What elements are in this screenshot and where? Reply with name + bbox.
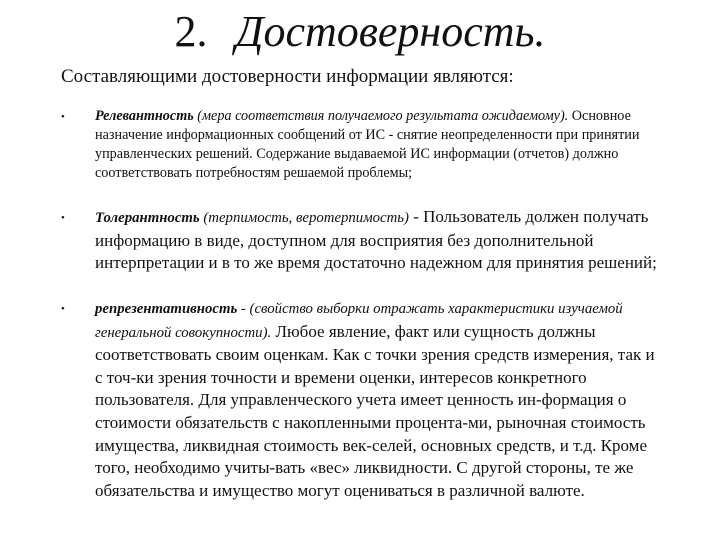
- slide-title: [0, 6, 720, 58]
- item-term: репрезентативность: [95, 301, 238, 317]
- bullet: •: [61, 303, 65, 315]
- item-text: Любое явление, факт или сущность должны соответствовать своим оценкам. Как с точки зрения средств измерения, так и с точ-ки зрения точности и времени оценки, интересов конкретного пользователя. Для управленческого учета имеет ценность ин-формация о стоимости обязательств с накопленными процента-ми, рыночная стоимость имущества, ликвидная стоимость век-селей, основных средств, и т.д. Кроме того, необходимо учиты-вать «вес» ликвидности. С другой стороны, те же обязательства и имущество могут оцениваться в различной валюте.: [95, 321, 655, 500]
- intro-text: Составляющими достоверности информации являются:: [61, 66, 514, 87]
- item-note: (терпимость, веротерпимость): [199, 210, 409, 226]
- item-term: Толерантность: [95, 210, 200, 226]
- bullet: •: [61, 111, 65, 123]
- item-term: Релевантность: [95, 108, 194, 124]
- title-number: 2.: [174, 7, 208, 56]
- list-item-tolerance: [61, 206, 660, 275]
- item-text: - Пользователь должен получать информацию в виде, доступном для восприятия без дополнительной интерпретации и в то же время достаточно надежном для принятия решений;: [95, 207, 657, 272]
- list-item-representativeness: [61, 297, 660, 502]
- item-note: - (свойство выборки отражать характеристики изучаемой генеральной совокупности).: [95, 301, 623, 341]
- item-text: Основное назначение информационных сообщений от ИС - снятие неопределенности при принятии управленческих решений. Содержание выдаваемой ИС информации (отчетов) должно соответствовать потребностям решаемой проблемы;: [95, 108, 640, 181]
- bullet: •: [61, 212, 65, 224]
- list-item-relevance: [61, 107, 660, 183]
- title-text: Достоверность.: [235, 7, 546, 56]
- item-note: (мера соответствия получаемого результата ожидаемому).: [193, 108, 569, 124]
